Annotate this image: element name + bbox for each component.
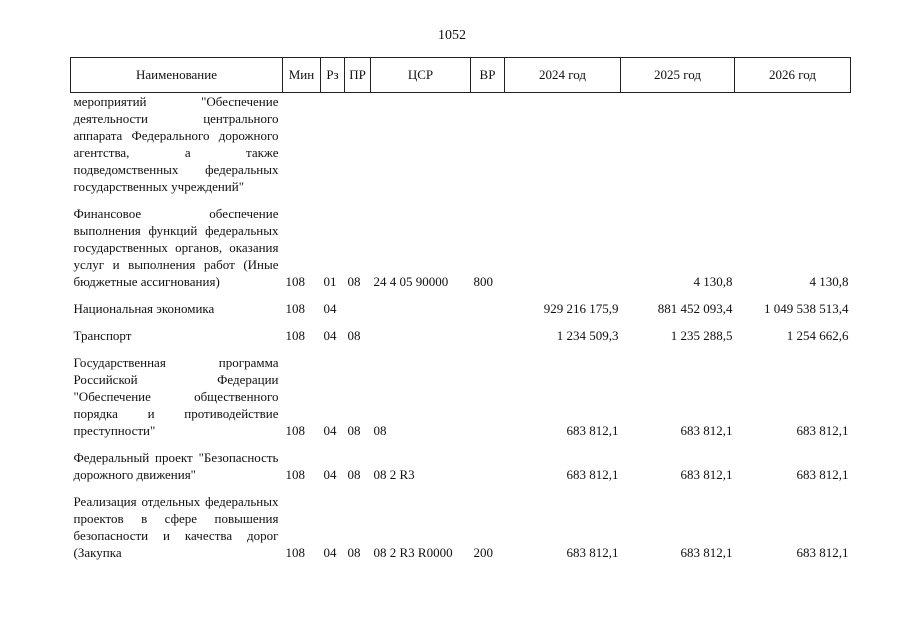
row-vr: 200 (473, 545, 493, 560)
row-2025: 881 452 093,4 (657, 301, 733, 316)
header-2025: 2025 год (621, 58, 735, 93)
row-csr (371, 327, 471, 354)
header-rz: Рз (321, 58, 345, 93)
row-2026: 1 049 538 513,4 (764, 301, 849, 316)
row-2025: 683 812,1 (680, 545, 733, 560)
row-vr (471, 449, 505, 493)
row-min: 108 (285, 301, 305, 316)
row-2024 (505, 93, 621, 206)
row-rz: 01 (323, 274, 337, 289)
row-vr (471, 327, 505, 354)
row-rz: 04 (323, 423, 337, 438)
page-number: 1052 (438, 28, 466, 43)
row-2025: 4 130,8 (693, 274, 733, 289)
row-2024: 683 812,1 (566, 467, 619, 482)
header-2026: 2026 год (735, 58, 851, 93)
row-pr: 08 (347, 423, 361, 438)
header-vr: ВР (471, 58, 505, 93)
row-min: 108 (285, 423, 305, 438)
row-csr (371, 300, 471, 327)
row-pr: 08 (347, 274, 361, 289)
row-rz: 04 (323, 328, 337, 343)
header-min: Мин (283, 58, 321, 93)
row-2025: 1 235 288,5 (670, 328, 733, 343)
row-name: Национальная экономика (73, 301, 215, 316)
row-csr: 24 4 05 90000 (373, 274, 449, 289)
table-row (71, 93, 851, 206)
row-2026: 1 254 662,6 (786, 328, 849, 343)
row-csr (371, 93, 471, 206)
row-min: 108 (285, 274, 305, 289)
row-csr: 08 (373, 423, 387, 438)
row-2025: 683 812,1 (680, 467, 733, 482)
table-row (71, 205, 851, 300)
row-2026: 683 812,1 (796, 545, 849, 560)
row-pr: 08 (347, 545, 361, 560)
row-rz: 04 (323, 545, 337, 560)
header-name: Наименование (71, 58, 283, 93)
row-name: мероприятий "Обеспечение деятельности центрального аппарата Федерального дорожного агентства, а также подведомственных федеральных государственных учреждений" (73, 94, 279, 194)
table-row (71, 449, 851, 493)
row-name: Федеральный проект "Безопасность дорожного движения" (73, 450, 279, 482)
budget-table (70, 57, 851, 561)
table-row (71, 327, 851, 354)
row-name: Финансовое обеспечение выполнения функций федеральных государственных органов, оказания услуг и выполнения работ (Иные бюджетные ассигнования) (73, 206, 279, 289)
header-csr: ЦСР (371, 58, 471, 93)
row-2025: 683 812,1 (680, 423, 733, 438)
row-name: Транспорт (73, 328, 132, 343)
table-row (71, 493, 851, 561)
row-vr (471, 300, 505, 327)
row-rz: 04 (323, 467, 337, 482)
row-pr (345, 93, 371, 206)
row-min: 108 (285, 545, 305, 560)
row-rz (321, 93, 345, 206)
row-name: Реализация отдельных федеральных проектов в сфере повышения безопасности и качества дорог (Закупка (73, 494, 279, 560)
row-rz: 04 (323, 301, 337, 316)
row-csr: 08 2 R3 R0000 (373, 545, 453, 560)
row-pr: 08 (347, 328, 361, 343)
row-pr (345, 300, 371, 327)
row-vr: 800 (473, 274, 493, 289)
row-2025 (621, 93, 735, 206)
row-2026: 683 812,1 (796, 423, 849, 438)
header-pr: ПР (345, 58, 371, 93)
table-row (71, 300, 851, 327)
header-2024: 2024 год (505, 58, 621, 93)
row-min: 108 (285, 328, 305, 343)
row-vr (471, 354, 505, 449)
row-2024 (505, 205, 621, 300)
table-row (71, 354, 851, 449)
row-2026: 4 130,8 (809, 274, 849, 289)
row-2026: 683 812,1 (796, 467, 849, 482)
row-2024: 683 812,1 (566, 423, 619, 438)
table-header (71, 58, 851, 93)
row-min (283, 93, 321, 206)
row-name: Государственная программа Российской Федерации "Обеспечение общественного порядка и противодействие преступности" (73, 355, 279, 438)
row-min: 108 (285, 467, 305, 482)
row-pr: 08 (347, 467, 361, 482)
row-vr (471, 93, 505, 206)
row-csr: 08 2 R3 (373, 467, 415, 482)
row-2024: 683 812,1 (566, 545, 619, 560)
row-2024: 929 216 175,9 (543, 301, 619, 316)
row-2026 (735, 93, 851, 206)
row-2024: 1 234 509,3 (556, 328, 619, 343)
